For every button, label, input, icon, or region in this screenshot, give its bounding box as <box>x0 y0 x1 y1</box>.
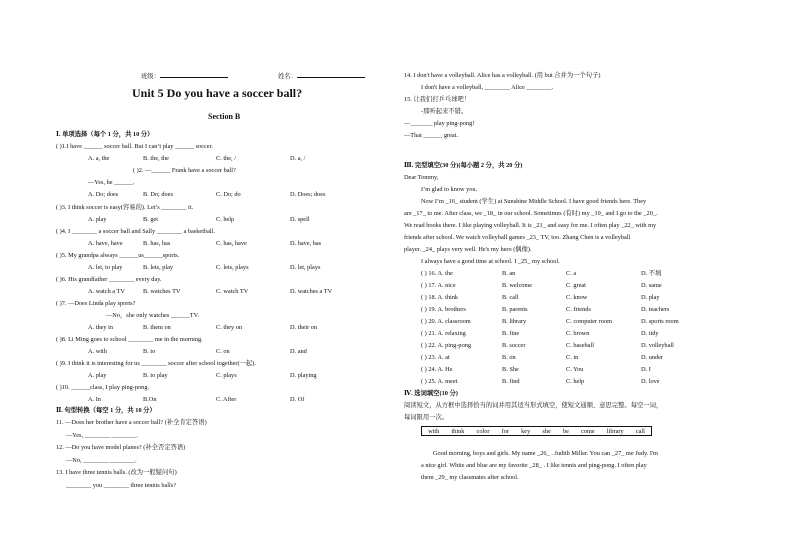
q20-b: B. library <box>502 318 527 325</box>
q22-b: B. soccer <box>502 342 526 349</box>
q12-text: 12. —Do you have model planes? (补全否定答语) <box>56 444 186 451</box>
q10-b: B.On <box>143 396 157 403</box>
passage-line-3: We read books there. I like playing volleyball. It is _21_ and easy for me. I often play _22_ with my <box>404 222 657 229</box>
q3-stem: ( )3. I think soccer is easy(容易的). Let’s ________ it. <box>56 204 194 211</box>
word-bank-item: be <box>562 427 569 435</box>
passage-line-4: friends after school. We watch volleyball games _23_ TV, too. Zhang Chen is a volleyball <box>404 234 631 241</box>
word-bank-item: with <box>428 427 440 435</box>
word-bank-item: color <box>476 427 490 435</box>
q15-answer2: —That ______ great. <box>404 132 459 139</box>
part4-instruction-2: 每词限用一次。 <box>404 414 449 421</box>
q12-answer: —No, ________ ________. <box>66 457 137 464</box>
section-title: Section B <box>208 112 241 121</box>
q20-d: D. sports room <box>641 318 679 325</box>
part3-heading: Ⅲ. 完型填空(30 分)(每小题 2 分，共 20 分) <box>404 162 523 169</box>
q15-translation: -那听起来不错。 <box>421 108 468 115</box>
part1-heading: Ⅰ. 单项选择（每个 1 分，共 10 分） <box>56 131 154 138</box>
q23-d: D. under <box>641 354 664 361</box>
q6-c: C. watch TV <box>216 288 249 295</box>
q22-c: C. baseball <box>566 342 594 349</box>
word-bank-item: for <box>501 427 509 435</box>
q10-stem: ( )10. ______class, I play ping-pong. <box>56 384 150 391</box>
q18-a: ( ) 18. A. think <box>421 294 459 301</box>
page-title: Unit 5 Do you have a soccer ball? <box>132 86 303 100</box>
passage-line-5: player. _24_ plays very well. He's my hero (偶像). <box>404 246 532 253</box>
q4-d: D. have, has <box>290 240 322 247</box>
q19-a: ( ) 19. A. brothers <box>421 306 466 313</box>
q17-d: D. same <box>641 282 662 289</box>
q6-b: B. watches TV <box>143 288 181 295</box>
q19-c: C. friends <box>566 306 591 313</box>
word-bank <box>421 426 652 436</box>
q9-c: C. plays <box>216 372 237 379</box>
q5-b: B. lets, play <box>143 264 174 271</box>
q18-d: D. play <box>641 294 660 301</box>
q18-b: B. call <box>502 294 519 301</box>
q10-c: C. After <box>216 396 237 403</box>
q8-b: B. to <box>143 348 156 355</box>
word-bank-item: she <box>542 427 551 435</box>
part4-text-3: them _29_ my classmates after school. <box>421 474 519 481</box>
q2-b: B. Do; does <box>143 191 173 198</box>
q7-extra: —No，she only watches ______TV. <box>106 312 199 319</box>
q5-a: A. let, to play <box>88 264 123 271</box>
q8-a: A. with <box>88 348 107 355</box>
q17-b: B. welcome <box>502 282 533 289</box>
part4-heading: Ⅳ. 选词填空(10 分) <box>404 390 458 397</box>
q3-d: D. spell <box>290 216 310 223</box>
q23-b: B. on <box>502 354 516 361</box>
q3-a: A. play <box>88 216 107 223</box>
q1-b: B. the, the <box>143 155 169 162</box>
word-bank-item: think <box>451 427 465 435</box>
q19-d: D. teachers <box>641 306 670 313</box>
q4-stem: ( )4. I ________ a soccer ball and Sally ________ a basketball. <box>56 228 215 235</box>
q1-a: A. a, the <box>88 155 110 162</box>
letter-intro: I’m glad to know you. <box>421 186 478 193</box>
q24-c: C. You <box>566 366 584 373</box>
q25-c: C. help <box>566 378 585 385</box>
q5-d: D. let, plays <box>290 264 321 271</box>
class-label: 班级： <box>141 73 228 81</box>
word-bank-item: library <box>606 427 624 435</box>
q5-c: C. lets, plays <box>216 264 249 271</box>
q21-b: B. fine <box>502 330 520 337</box>
q21-d: D. tidy <box>641 330 659 337</box>
q7-a: A. they in <box>88 324 114 331</box>
q22-d: D. volleyball <box>641 342 674 349</box>
word-bank-item: come <box>581 427 595 435</box>
q25-b: B. find <box>502 378 520 385</box>
q15-answer1: —_______ play ping-pong! <box>404 120 475 127</box>
q8-c: C. on <box>216 348 230 355</box>
q3-c: C. help <box>216 216 235 223</box>
q2-stem: ( )2. —______ Frank have a soccer ball? <box>133 167 236 174</box>
q20-c: C. computer room <box>566 318 612 325</box>
passage-line-6: I always have a good time at school. I _25_ my school. <box>421 258 560 265</box>
word-bank-item: call <box>635 427 645 435</box>
q24-b: B. She <box>502 366 519 373</box>
word-bank-item: key <box>521 427 531 435</box>
q25-d: D. love <box>641 378 660 385</box>
q7-c: C. they on <box>216 324 243 331</box>
q7-stem: ( )7. —Does Linda play sports? <box>56 300 136 307</box>
q17-a: ( ) 17. A. nice <box>421 282 456 289</box>
q9-d: D. playing <box>290 372 317 379</box>
q7-d: D. their on <box>290 324 318 331</box>
q8-d: D. and <box>290 348 307 355</box>
q2-d: D. Does; does <box>290 191 326 198</box>
q16-a: ( ) 16. A. the <box>421 270 453 277</box>
passage-line-2: are _17_ to me. After class, we _18_ in our school. Sometimes (有时) my _19_ and I go to the _20_. <box>404 210 658 217</box>
q16-c: C. a <box>566 270 577 277</box>
q5-stem: ( )5. My grandpa always ______us______sports. <box>56 252 180 259</box>
q21-a: ( ) 21. A. relaxing <box>421 330 466 337</box>
q6-d: D. watches a TV <box>290 288 333 295</box>
q4-b: B. has, has <box>143 240 171 247</box>
q6-a: A. watch a TV <box>88 288 125 295</box>
q11-answer: —Yes, ________ ________. <box>66 432 139 439</box>
q24-d: D. I <box>641 366 651 373</box>
q7-b: B. them on <box>143 324 171 331</box>
q14-text: 14. I don't have a volleyball. Alice has a volleyball. (用 but 合并为一个句子) <box>404 72 601 79</box>
q21-c: C. brown <box>566 330 590 337</box>
q16-b: B. an <box>502 270 516 277</box>
q9-a: A. play <box>88 372 107 379</box>
q2-extra: —Yes, he ______. <box>88 179 135 186</box>
q2-c: C. Do; do <box>216 191 241 198</box>
q15-text: 15. 让我们打乒乓球吧！ <box>404 96 471 103</box>
q1-c: C. the, / <box>216 155 236 162</box>
q3-b: B. get <box>143 216 159 223</box>
q13-text: 13. I have three tennis balls. (改为一般疑问句) <box>56 469 177 476</box>
q13-answer: ________ you ________ three tennis balls? <box>66 482 177 489</box>
passage-line-1: Now I’m _16_ student (学生) at Sunshine Middle School. I have good friends here. They <box>421 198 647 205</box>
q10-a: A. In <box>88 396 101 403</box>
q16-d: D. 不填 <box>641 270 662 277</box>
q14-answer: I don't have a volleyball, ________ Alice ________. <box>421 84 554 91</box>
q24-a: ( ) 24. A. He <box>421 366 453 373</box>
q9-b: B. to play <box>143 372 168 379</box>
q8-stem: ( )8. Li Ming goes to school ________ me in the morning. <box>56 336 203 343</box>
q23-a: ( ) 23. A. at <box>421 354 450 361</box>
q19-b: B. parents <box>502 306 528 313</box>
part4-text-2: a nice girl. White and blue are my favorite _28_ . I like tennis and ping-pong. I often play <box>421 462 647 469</box>
q23-c: C. in <box>566 354 579 361</box>
q25-a: ( ) 25. A. meet <box>421 378 458 385</box>
q17-c: C. great <box>566 282 586 289</box>
q11-text: 11. —Does her brother have a soccer ball? (补全肯定答语) <box>56 419 207 426</box>
q20-a: ( ) 20. A. classroom <box>421 318 471 325</box>
name-label: 姓名： <box>278 73 365 81</box>
part4-instruction-1: 阅读短文，从方框中选择恰当的词并用其适当形式填空，使短文通顺、意思完整。每空一词， <box>404 402 663 409</box>
q10-d: D. Of <box>290 396 305 403</box>
q4-a: A. have, have <box>88 240 123 247</box>
part4-text-1: Good morning, boys and girls. My name _26_ . Judith Miller. You can _27_ me Judy. I'm <box>433 450 658 457</box>
q9-stem: ( )9. I think it is interesting for us ________ soccer after school together(一起). <box>56 360 256 367</box>
q1-d: D. a, / <box>290 155 306 162</box>
part2-heading: Ⅱ. 句型转换（每空 1 分，共 10 分） <box>56 407 156 414</box>
q4-c: C. has, have <box>216 240 247 247</box>
q1-stem: ( )1.I have ______ soccer ball. But I can’t play ______ soccer. <box>56 143 213 150</box>
letter-greeting: Dear Tommy, <box>404 174 439 181</box>
q6-stem: ( )6. His grandfather ________ every day. <box>56 276 162 283</box>
q2-a: A. Do; does <box>88 191 119 198</box>
q22-a: ( ) 22. A. ping-pong <box>421 342 472 349</box>
q18-c: C. know <box>566 294 588 301</box>
